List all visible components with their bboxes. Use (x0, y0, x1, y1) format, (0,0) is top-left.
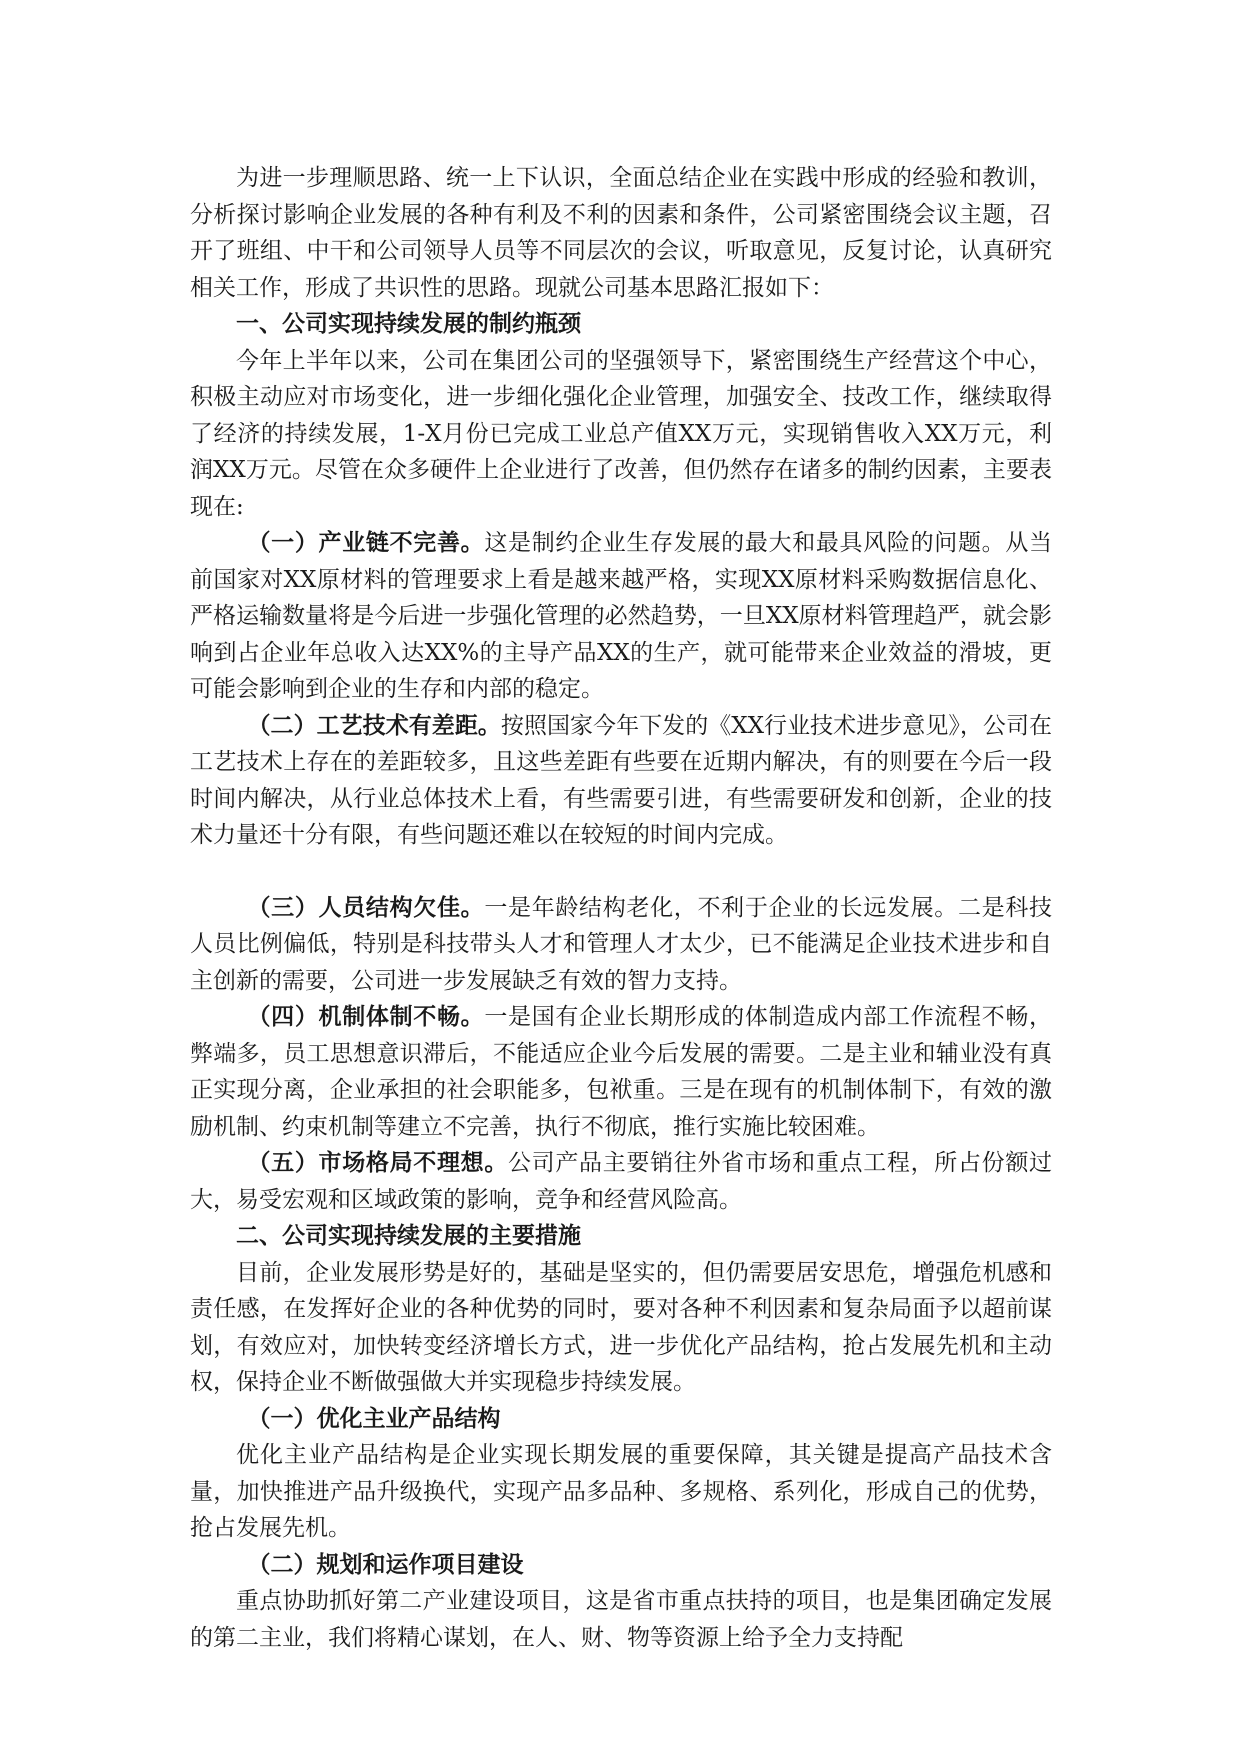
section2-intro-paragraph: 目前，企业发展形势是好的，基础是坚实的，但仍需要居安思危，增强危机感和责任感，在发挥好企业的各种优势的同时，要对各种不利因素和复杂局面予以超前谋划，有效应对，加快转变经济增长方式，进一步优化产品结构，抢占发展先机和主动权，保持企业不断做强做大并实现稳步持续发展。 (190, 1259, 1052, 1395)
item-lead: （二）工艺技术有差距。 (247, 712, 501, 739)
section1-item-5 (190, 1145, 1052, 1218)
section1-item-1 (190, 525, 1052, 708)
section2-sub1-heading: （一）优化主业产品结构 (247, 1405, 501, 1432)
paragraph-gap (190, 854, 1052, 890)
section1-item-4 (190, 999, 1052, 1145)
intro-paragraph: 为进一步理顺思路、统一上下认识，全面总结企业在实践中形成的经验和教训，分析探讨影响企业发展的各种有利及不利的因素和条件，公司紧密围绕会议主题，召开了班组、中干和公司领导人员等不同层次的会议，听取意见，反复讨论，认真研究相关工作，形成了共识性的思路。现就公司基本思路汇报如下： (190, 165, 1052, 301)
item-lead: （四）机制体制不畅。 (247, 1004, 485, 1030)
item-lead: （三）人员结构欠佳。 (247, 894, 485, 921)
section1-intro-paragraph: 今年上半年以来，公司在集团公司的坚强领导下，紧密围绕生产经营这个中心，积极主动应对市场变化，进一步细化强化企业管理，加强安全、技改工作，继续取得了经济的持续发展，1-X月份已完成工业总产值XX万元，实现销售收入XX万元，利润XX万元。尽管在众多硬件上企业进行了改善，但仍然存在诸多的制约因素，主要表现在: (190, 347, 1052, 520)
section1-item-3 (190, 890, 1052, 1000)
section1-heading: 一、公司实现持续发展的制约瓶颈 (236, 311, 581, 337)
item-text: 一是年龄结构老化，不利于企业的长远发展。二是科技人员比例偏低，特别是科技带头人才和管理人才太少，已不能满足企业技术进步和自主创新的需要，公司进一步发展缺乏有效的智力支持。 (190, 894, 1053, 994)
document-page (190, 160, 1052, 1656)
item-text: 一是国有企业长期形成的体制造成内部工作流程不畅，弊端多，员工思想意识滞后，不能适应企业今后发展的需要。二是主业和辅业没有真正实现分离，企业承担的社会职能多，包袱重。三是在现有的机制体制下，有效的激励机制、约束机制等建立不完善，执行不彻底，推行实施比较困难。 (190, 1004, 1053, 1140)
section1-item-2 (190, 708, 1052, 854)
section2-sub1-paragraph: 优化主业产品结构是企业实现长期发展的重要保障，其关键是提高产品技术含量，加快推进产品升级换代，实现产品多品种、多规格、系列化，形成自己的优势，抢占发展先机。 (190, 1442, 1052, 1541)
item-lead: （一）产业链不完善。 (247, 530, 485, 556)
item-text: 这是制约企业生存发展的最大和最具风险的问题。从当前国家对XX原材料的管理要求上看是越来越严格，实现XX原材料采购数据信息化、严格运输数量将是今后进一步强化管理的必然趋势，一旦XX原材料管理趋严，就会影响到占企业年总收入达XX%的主导产品XX的生产，就可能带来企业效益的滑坡，更可能会影响到企业的生存和内部的稳定。 (190, 530, 1053, 702)
section2-sub2-paragraph: 重点协助抓好第二产业建设项目，这是省市重点扶持的项目，也是集团确定发展的第二主业，我们将精心谋划，在人、财、物等资源上给予全力支持配 (190, 1588, 1052, 1651)
section2-heading: 二、公司实现持续发展的主要措施 (236, 1223, 581, 1249)
item-text: 公司产品主要销往外省市场和重点工程，所占份额过大，易受宏观和区域政策的影响，竞争和经营风险高。 (190, 1150, 1053, 1213)
section2-sub2-heading: （二）规划和运作项目建设 (247, 1551, 524, 1578)
item-text: 按照国家今年下发的《XX行业技术进步意见》，公司在工艺技术上存在的差距较多，且这些差距有些要在近期内解决，有的则要在今后一段时间内解决，从行业总体技术上看，有些需要引进，有些需要研发和创新，企业的技术力量还十分有限，有些问题还难以在较短的时间内完成。 (190, 712, 1052, 848)
item-lead: （五）市场格局不理想。 (247, 1150, 508, 1176)
